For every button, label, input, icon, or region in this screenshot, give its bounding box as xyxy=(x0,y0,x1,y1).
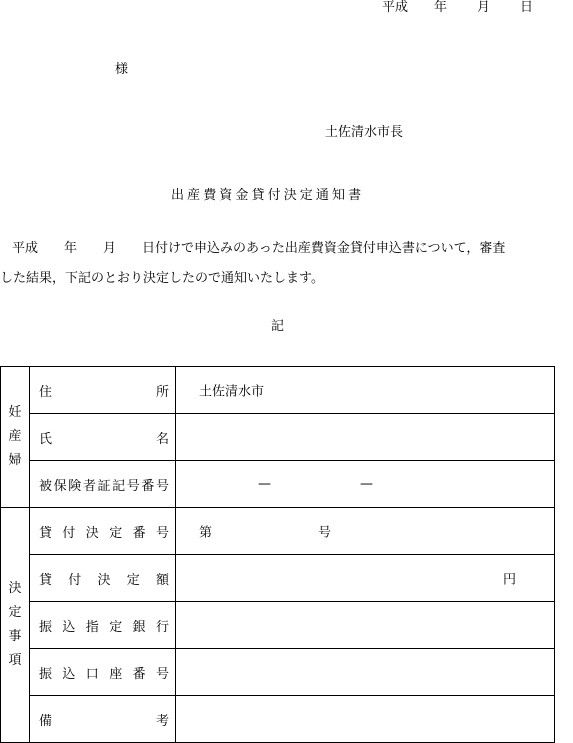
insurance-value-cell xyxy=(176,461,555,508)
ki-mark: 記 xyxy=(271,319,285,334)
date-year-unit: 年 xyxy=(434,0,448,15)
body-text-line-1: 平成 年 月 日付けで申込みのあった出産費資金貸付申込書について，審査 xyxy=(12,241,506,256)
row-address xyxy=(1,367,555,414)
loan-amount-label: 貸付決定額 xyxy=(39,572,169,588)
account-value-cell xyxy=(176,649,555,696)
remarks-value-cell xyxy=(176,696,555,743)
decision-form-table xyxy=(0,366,555,743)
group-char: 決 xyxy=(8,581,22,596)
remarks-label: 備考 xyxy=(39,713,169,729)
group-char: 事 xyxy=(8,629,22,644)
row-account xyxy=(1,649,555,696)
date-month-unit: 月 xyxy=(477,0,491,15)
addressee-honorific: 様 xyxy=(115,62,129,77)
insurance-dash-2: — xyxy=(360,476,373,492)
loan-amount-unit: 円 xyxy=(503,572,517,588)
group-char: 妊 xyxy=(8,405,22,420)
address-label-cell xyxy=(30,367,176,414)
row-remarks xyxy=(1,696,555,743)
account-label: 振込口座番号 xyxy=(39,666,169,682)
row-bank xyxy=(1,602,555,649)
loan-number-label: 貸付決定番号 xyxy=(39,525,169,541)
name-label-cell xyxy=(30,414,176,461)
body-text-line-2: した結果，下記のとおり決定したので通知いたします。 xyxy=(0,271,324,286)
loan-amount-value-cell xyxy=(176,555,555,602)
account-label-cell xyxy=(30,649,176,696)
bank-value-cell xyxy=(176,602,555,649)
group-char: 項 xyxy=(8,653,22,668)
issuer-name: 土佐清水市長 xyxy=(325,125,404,140)
loan-number-label-cell xyxy=(30,508,176,555)
group-pregnant-woman xyxy=(1,367,30,508)
group-char: 定 xyxy=(8,605,22,620)
address-label: 住所 xyxy=(39,384,169,400)
loan-number-prefix: 第 xyxy=(199,525,213,541)
date-era: 平成 xyxy=(382,0,409,15)
address-value-cell xyxy=(176,367,555,414)
loan-amount-label-cell xyxy=(30,555,176,602)
date-day-unit: 日 xyxy=(520,0,534,15)
insurance-label: 被保険者証記号番号 xyxy=(39,478,169,494)
address-value: 土佐清水市 xyxy=(199,384,265,400)
bank-label: 振込指定銀行 xyxy=(39,619,169,635)
row-name xyxy=(1,414,555,461)
document-title: 出産費資金貸付決定通知書 xyxy=(171,188,365,203)
insurance-dash-1: — xyxy=(258,476,271,492)
name-label: 氏名 xyxy=(39,431,169,447)
group-char: 産 xyxy=(8,429,22,444)
date-line xyxy=(382,1,533,14)
group-char: 婦 xyxy=(8,453,22,468)
remarks-label-cell xyxy=(30,696,176,743)
name-value-cell xyxy=(176,414,555,461)
row-insurance xyxy=(1,461,555,508)
group-decision-items xyxy=(1,508,30,743)
insurance-label-cell xyxy=(30,461,176,508)
row-loan-amount xyxy=(1,555,555,602)
loan-number-value-cell xyxy=(176,508,555,555)
loan-number-suffix: 号 xyxy=(318,525,332,541)
row-loan-number xyxy=(1,508,555,555)
bank-label-cell xyxy=(30,602,176,649)
